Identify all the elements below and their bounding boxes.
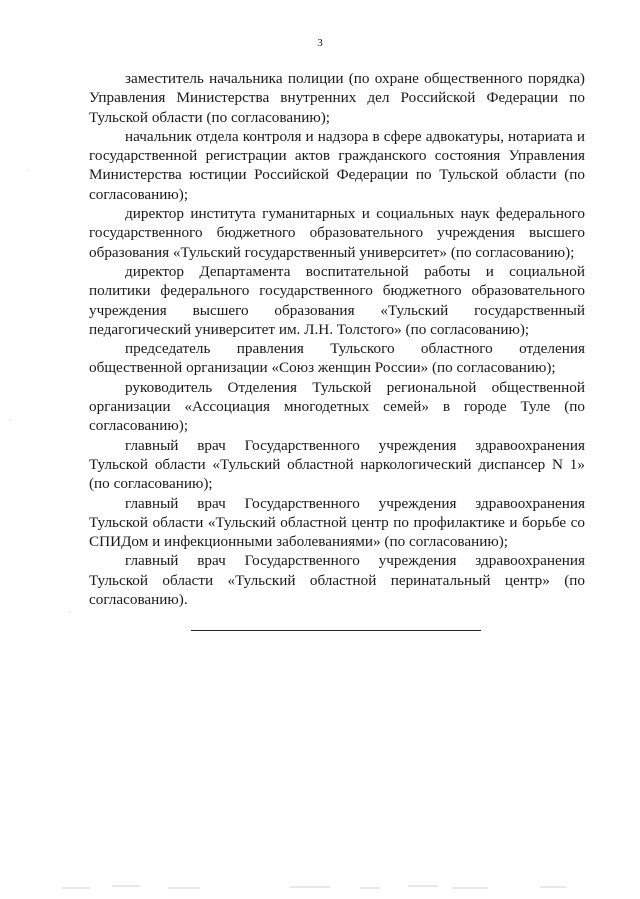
page-number: 3 — [317, 37, 323, 49]
list-item: заместитель начальника полиции (по охране общественного порядка) Управления Министерства внутренних дел Российской Федерации по Тульской области (по согласованию); — [89, 70, 585, 126]
list-item: директор института гуманитарных и социальных наук федерального государственного бюджетного образовательного учреждения высшего образования «Тульский государственный университет» (по согласованию); — [89, 205, 585, 261]
list-item: председатель правления Тульского областного отделения общественной организации «Союз женщин России» (по согласованию); — [89, 340, 585, 377]
list-item: руководитель Отделения Тульской региональной общественной организации «Ассоциация многодетных семей» в городе Туле (по согласованию); — [89, 378, 585, 435]
list-item: главный врач Государственного учреждения здравоохранения Тульской области «Тульский областной наркологический диспансер N 1» (по согласованию); — [89, 436, 585, 493]
list-item: главный врач Государственного учреждения здравоохранения Тульской области «Тульский областной перинатальный центр» (по согласованию). — [89, 552, 585, 609]
closing-rule — [191, 630, 481, 631]
list-item: начальник отдела контроля и надзора в сфере адвокатуры, нотариата и государственной регистрации актов гражданского состояния Управления Министерства юстиции Российской Федерации по Тульской области (по согласованию); — [89, 127, 585, 203]
list-item: главный врач Государственного учреждения здравоохранения Тульской области «Тульский областной центр по профилактике и борьбе со СПИДом и инфекционными заболеваниями» (по согласованию); — [89, 494, 585, 551]
document-body — [89, 69, 585, 609]
list-item: директор Департамента воспитательной работы и социальной политики федерального государственного бюджетного образовательного учреждения высшего образования «Тульский государственный педагогический университет им. Л.Н. Толстого» (по согласованию); — [89, 262, 585, 338]
